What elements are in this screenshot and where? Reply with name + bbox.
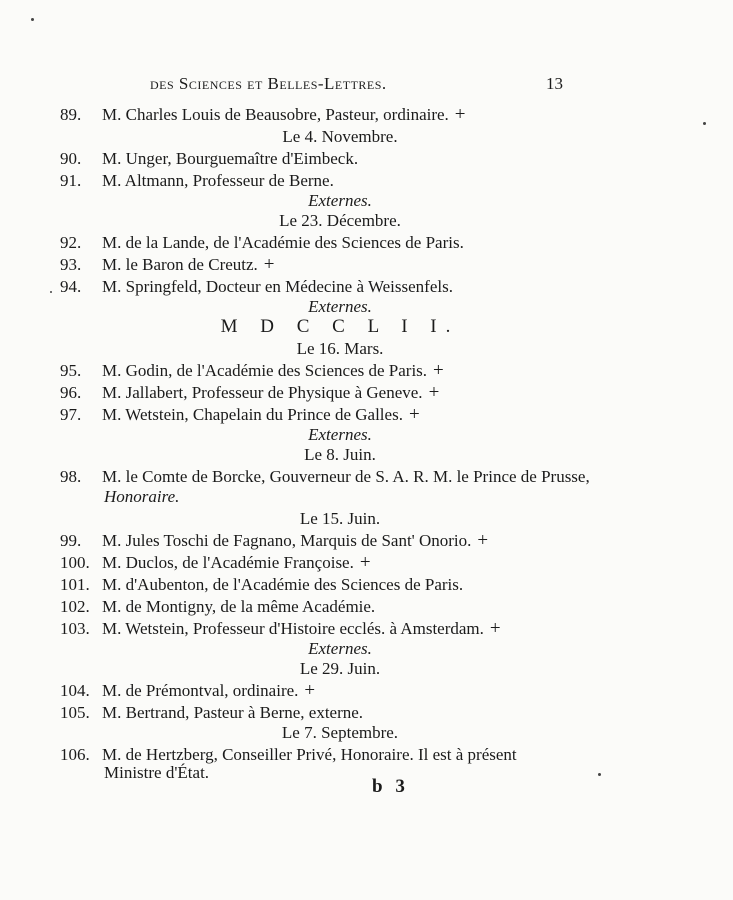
date-heading: Le 15. Juin. bbox=[299, 509, 381, 528]
cross-mark: + bbox=[477, 530, 489, 551]
externes-heading: Externes. bbox=[308, 297, 372, 316]
entry-105: 105. M. Bertrand, Pasteur à Berne, externe. bbox=[60, 703, 364, 722]
cross-mark: + bbox=[454, 104, 466, 125]
entry-100: 100. M. Duclos, de l'Académie Françoise. + bbox=[60, 552, 371, 573]
cross-mark: + bbox=[428, 382, 440, 403]
entry-96: 96. M. Jallabert, Professeur de Physique à Geneve. + bbox=[60, 382, 440, 403]
date-heading: Le 29. Juin. bbox=[299, 659, 381, 678]
entry-101: 101. M. d'Aubenton, de l'Académie des Sciences de Paris. bbox=[60, 575, 464, 594]
cross-mark: + bbox=[489, 618, 501, 639]
date-heading: Le 8. Juin. bbox=[304, 445, 376, 464]
running-head: des Sciences et Belles-Lettres. bbox=[150, 74, 387, 93]
entry-99: 99. M. Jules Toschi de Fagnano, Marquis de Sant' Onorio. + bbox=[60, 530, 489, 551]
signature-mark: b 3 bbox=[372, 776, 409, 797]
entry-97: 97. M. Wetstein, Chapelain du Prince de Galles. + bbox=[60, 404, 420, 425]
entry-93: 93. M. le Baron de Creutz. + bbox=[60, 254, 275, 275]
cross-mark: + bbox=[304, 680, 316, 701]
year-heading: M D C C L I I. bbox=[220, 316, 460, 337]
entry-90: 90. M. Unger, Bourguemaître d'Eimbeck. bbox=[60, 149, 359, 168]
entry-106: 106. M. de Hertzberg, Conseiller Privé, Honoraire. Il est à présent bbox=[60, 745, 517, 764]
entry-98: 98. M. le Comte de Borcke, Gouverneur de S. A. R. M. le Prince de Prusse, bbox=[60, 467, 590, 486]
entry-94: 94. M. Springfeld, Docteur en Médecine à Weissenfels. bbox=[60, 277, 453, 296]
page-number: 13 bbox=[546, 74, 563, 93]
date-heading: Le 16. Mars. bbox=[296, 339, 384, 358]
entry-89: 89. M. Charles Louis de Beausobre, Pasteur, ordinaire. + bbox=[60, 104, 466, 125]
cross-mark: + bbox=[263, 254, 275, 275]
entry-102: 102. M. de Montigny, de la même Académie. bbox=[60, 597, 376, 616]
ink-speck bbox=[598, 773, 601, 776]
cross-mark: + bbox=[433, 360, 444, 381]
date-heading: Le 7. Septembre. bbox=[281, 723, 399, 742]
date-heading: Le 23. Décembre. bbox=[279, 211, 401, 230]
entry-91: 91. M. Altmann, Professeur de Berne. bbox=[60, 171, 334, 190]
externes-heading: Externes. bbox=[308, 639, 372, 658]
ink-speck bbox=[31, 18, 34, 21]
externes-heading: Externes. bbox=[308, 425, 372, 444]
cross-mark: + bbox=[359, 552, 371, 573]
entry-98-continuation: Honoraire. bbox=[104, 487, 180, 506]
externes-heading: Externes. bbox=[308, 191, 372, 210]
cross-mark: + bbox=[408, 404, 420, 425]
entry-95: 95. M. Godin, de l'Académie des Sciences de Paris. + bbox=[60, 360, 444, 381]
entry-103: 103. M. Wetstein, Professeur d'Histoire ecclés. à Amsterdam. + bbox=[60, 618, 501, 639]
entry-92: 92. M. de la Lande, de l'Académie des Sciences de Paris. bbox=[60, 233, 464, 252]
date-heading: Le 4. Novembre. bbox=[282, 127, 398, 146]
entry-104: 104. M. de Prémontval, ordinaire. + bbox=[60, 680, 316, 701]
ink-speck bbox=[50, 291, 52, 293]
entry-106-continuation: Ministre d'État. bbox=[104, 763, 210, 782]
ink-speck bbox=[703, 122, 706, 125]
